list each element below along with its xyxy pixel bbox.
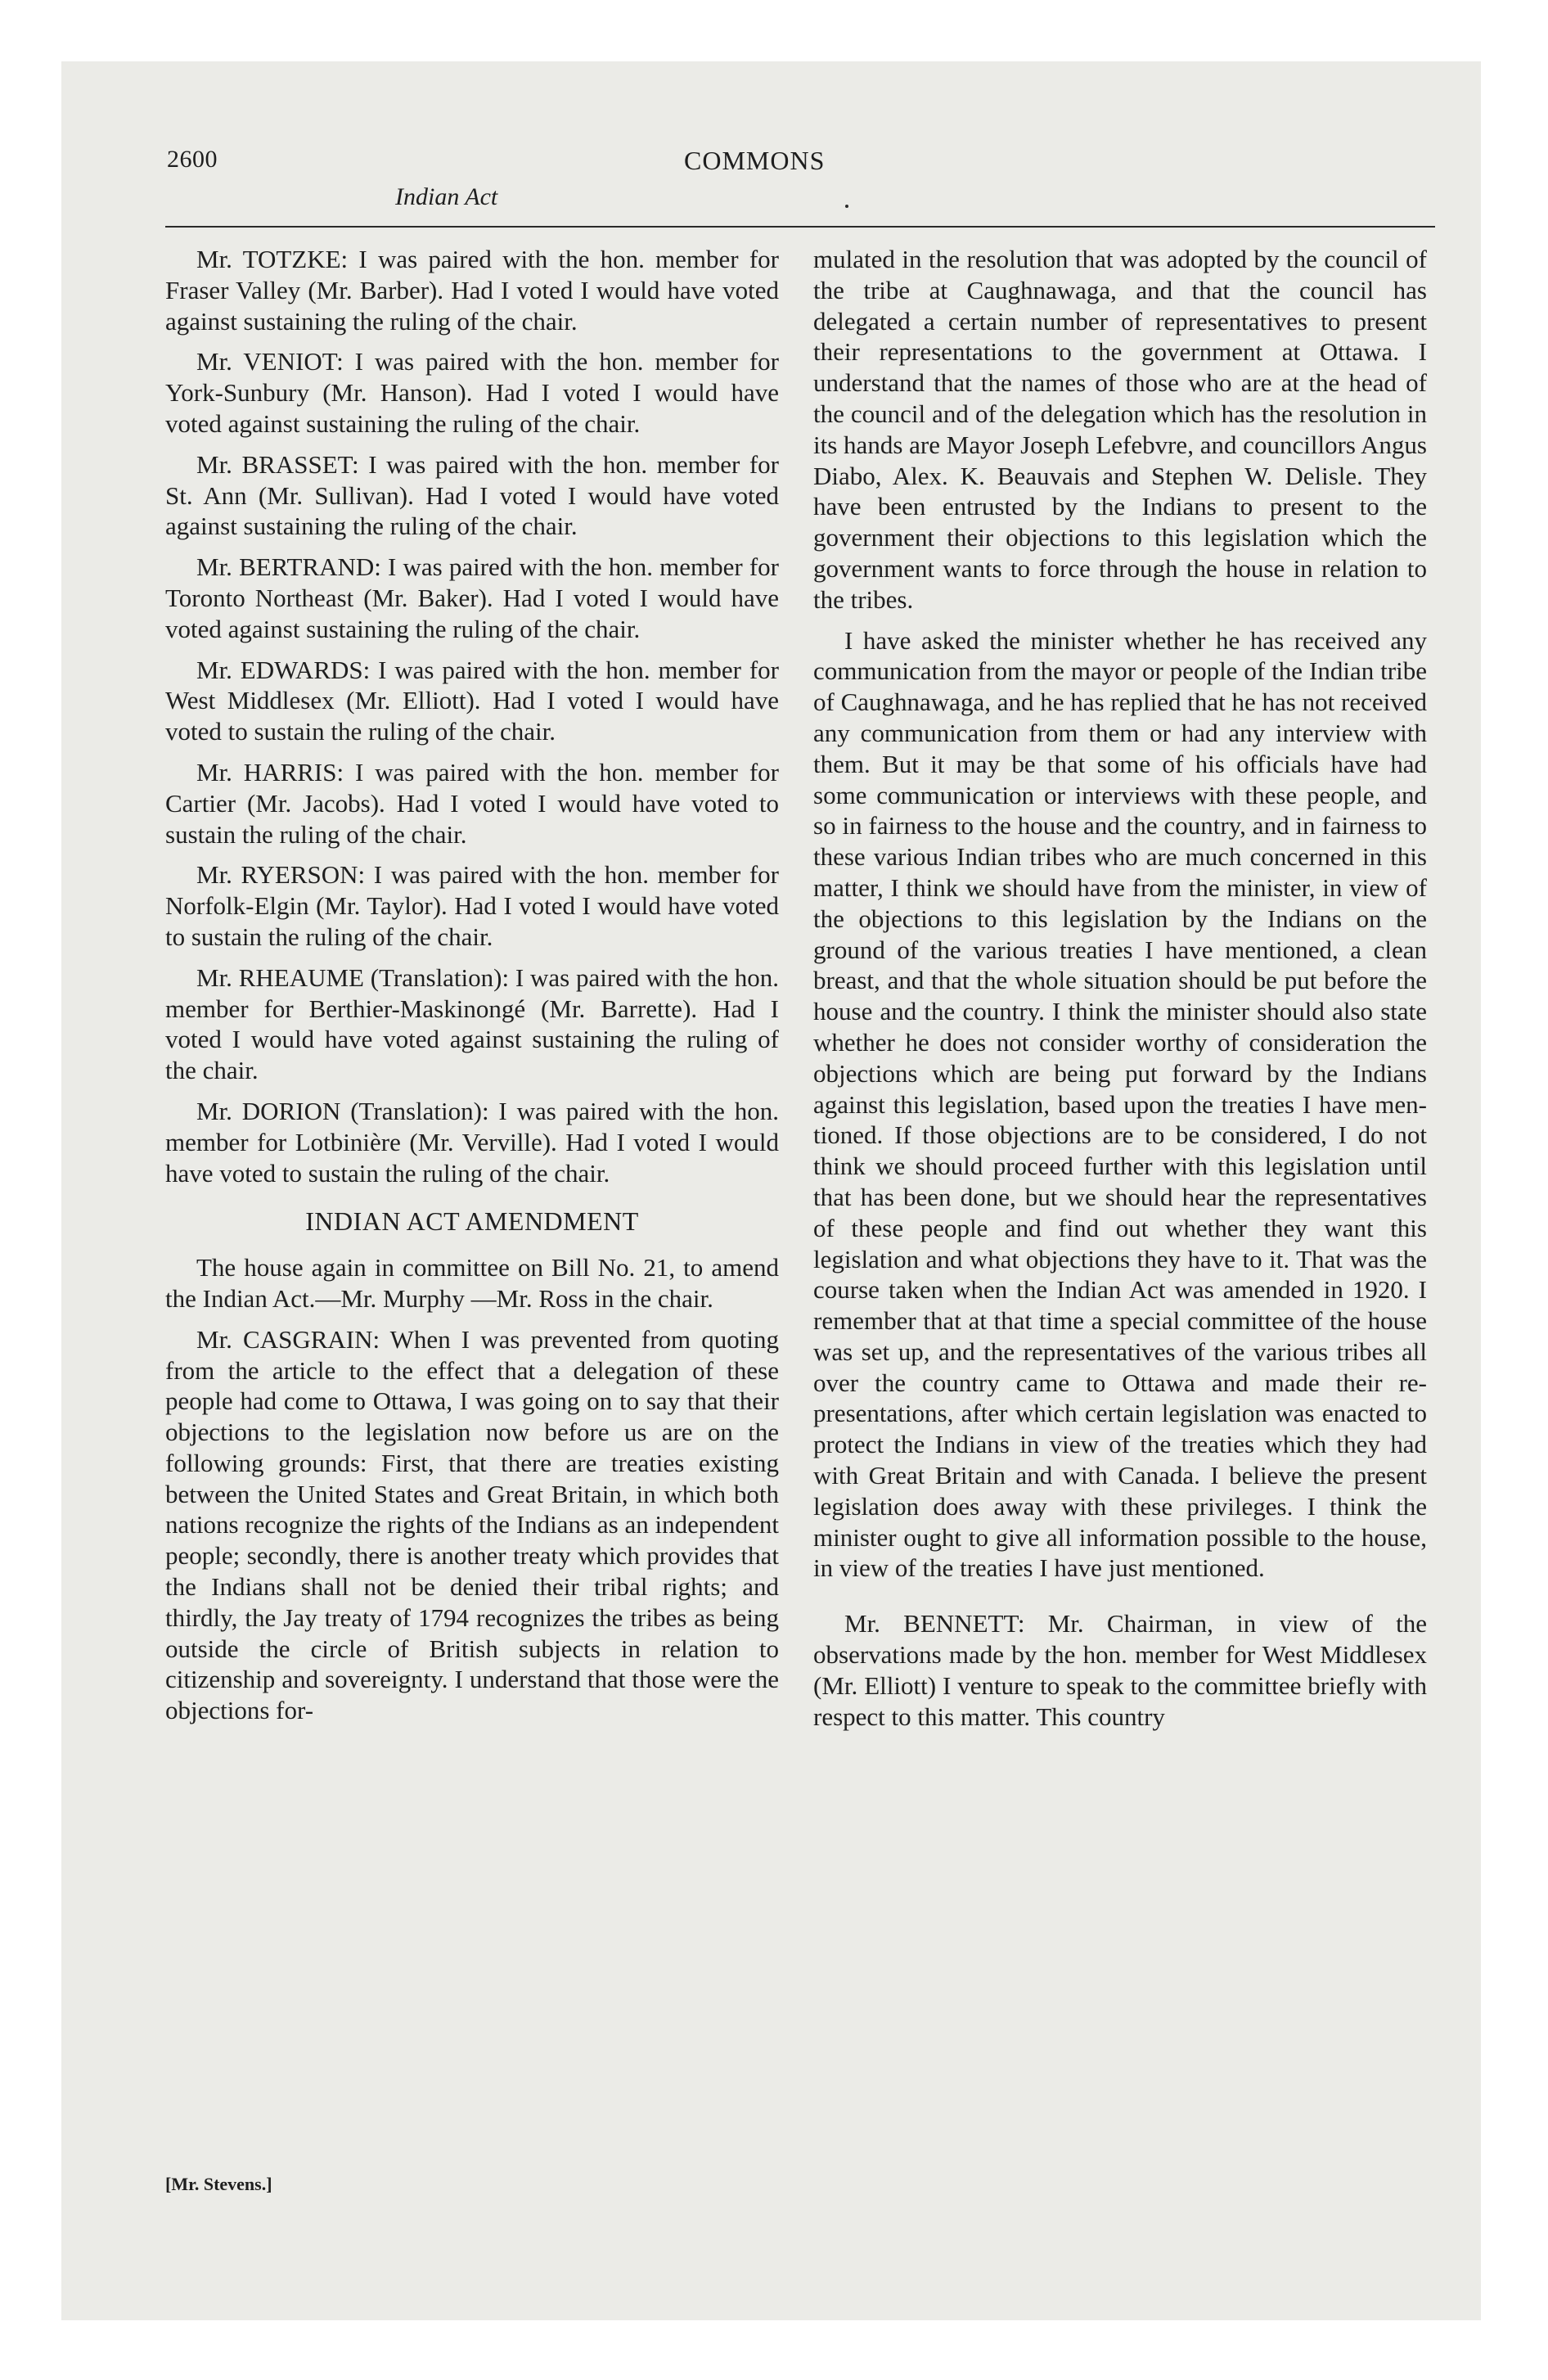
paragraph-brasset: Mr. BRASSET: I was paired with the hon. member for St. Ann (Mr. Sullivan). Had I voted I would have voted against sustaining the ruling of the chair.: [165, 449, 779, 541]
paragraph-harris: Mr. HARRIS: I was paired with the hon. member for Cartier (Mr. Jacobs). Had I voted I would have voted to sustain the ruling of the chair.: [165, 757, 779, 849]
paragraph-veniot: Mr. VENIOT: I was paired with the hon. member for York-Sunbury (Mr. Hanson). Had I voted I would have voted against sustaining the ruling of the chair.: [165, 347, 779, 438]
paragraph-minister-communication: I have asked the minister whether he has received any communication from the mayor or people of the Indian tribe of Caughnawaga, and he has replied that he has not received any communication from them or had any interview with them. But it may be that some of his officials have had some communication or interviews with these people, and so in fairness to the house and the country, and in fairness to these various Indian tribes who are much concerned in this matter, I think we should have from the minister, in view of the objections to this legislation by the Indians on the ground of the various treaties I have mentioned, a clean breast, and that the whole situation should be put before the house and the country. I think the minister should also state whether he does not consider worthy of consideration the objections which are being put forward by the Indians against this legislation, based upon the treaties I have mentioned. If those objections are to be considered, I do not think we should proceed further with this legislation until that has been done, but we should hear the representatives of these people and find out whether they want this legislation and what objections they have to it. That was the course taken when the Indian Act was amended in 1920. I remember that at that time a special committee of the house was set up, and the representatives of the various tribes all over the country came to Ottawa and made their representations, after which certain legislation was enacted to protect the Indians in view of the treaties which they had with Great Britain and with Canada. I believe the present legislation does away with these privileges. I think the minister ought to give all information possible to the house, in view of the treaties I have just mentioned.: [813, 625, 1427, 1583]
paragraph-totzke: Mr. TOTZKE: I was paired with the hon. member for Fraser Valley (Mr. Barber). Had I voted I would have voted against sustaining the ruling of the chair.: [165, 245, 779, 336]
page-title: COMMONS: [684, 146, 826, 175]
speaker-footnote: [Mr. Stevens.]: [165, 2174, 272, 2194]
right-column: [813, 244, 1427, 1742]
paragraph-edwards: Mr. EDWARDS: I was paired with the hon. member for West Middlesex (Mr. Elliott). Had I voted I would have voted to sustain the ruling of the chair.: [165, 655, 779, 746]
paragraph-casgrain: Mr. CASGRAIN: When I was prevented from quoting from the article to the effect that a delegation of these people had come to Ottawa, I was going on to say that their objections to the legislation now before us are on the following grounds: First, that there are treaties existing between the United States and Great Britain, in which both nations recognize the rights of the Indians as an independent people; secondly, there is another treaty which provides that the Indians shall not be denied their tribal rights; and thirdly, the Jay treaty of 1794 recognizes the tribes as being outside the circle of British subjects in relation to citizenship and sovereignty. I understand that those were the objections for-: [165, 1324, 779, 1725]
header-rule: [165, 226, 1435, 228]
left-column: [165, 244, 779, 1736]
header-dot: [845, 205, 848, 208]
paragraph-continuation: mulated in the resolution that was adopted by the council of the tribe at Caughnawaga, and that the council has delegated a certain number of representatives to present their representations to the government at Ottawa. I understand that the names of those who are at the head of the council and of the delegation which has the resolution in its hands are Mayor Joseph Lefebvre, and councillors Angus Diabo, Alex. K. Beauvais and Stephen W. Delisle. They have been entrusted by the Indians to present to the government their objections to this legislation which the government wants to force through the house in relation to the tribes.: [813, 245, 1427, 614]
section-heading: INDIAN ACT AMENDMENT: [305, 1206, 639, 1237]
paragraph-bennett: Mr. BENNETT: Mr. Chairman, in view of the observations made by the hon. member for West Middlesex (Mr. Elliott) I venture to speak to the committee briefly with respect to this matter. This country: [813, 1609, 1427, 1731]
page-subtitle: Indian Act: [395, 183, 498, 210]
paragraph-ryerson: Mr. RYERSON: I was paired with the hon. member for Norfolk-Elgin (Mr. Taylor). Had I voted I would have voted to sustain the ruling of the chair.: [165, 860, 779, 951]
paragraph-committee: The house again in committee on Bill No. 21, to amend the Indian Act.—Mr. Murphy —Mr. Ross in the chair.: [165, 1253, 779, 1313]
page-number: 2600: [167, 146, 218, 173]
paragraph-bertrand: Mr. BERTRAND: I was paired with the hon. member for Toronto Northeast (Mr. Baker). Had I voted I would have voted against sustaining the ruling of the chair.: [165, 552, 779, 643]
paragraph-rheaume: Mr. RHEAUME (Translation): I was paired with the hon. member for Berthier-Maskinongé (Mr. Barrette). Had I voted I would have voted against sustaining the ruling of the chair.: [165, 962, 779, 1085]
paragraph-dorion: Mr. DORION (Translation): I was paired with the hon. member for Lotbinière (Mr. Verville). Had I voted I would have voted to sustain the ruling of the chair.: [165, 1096, 779, 1188]
